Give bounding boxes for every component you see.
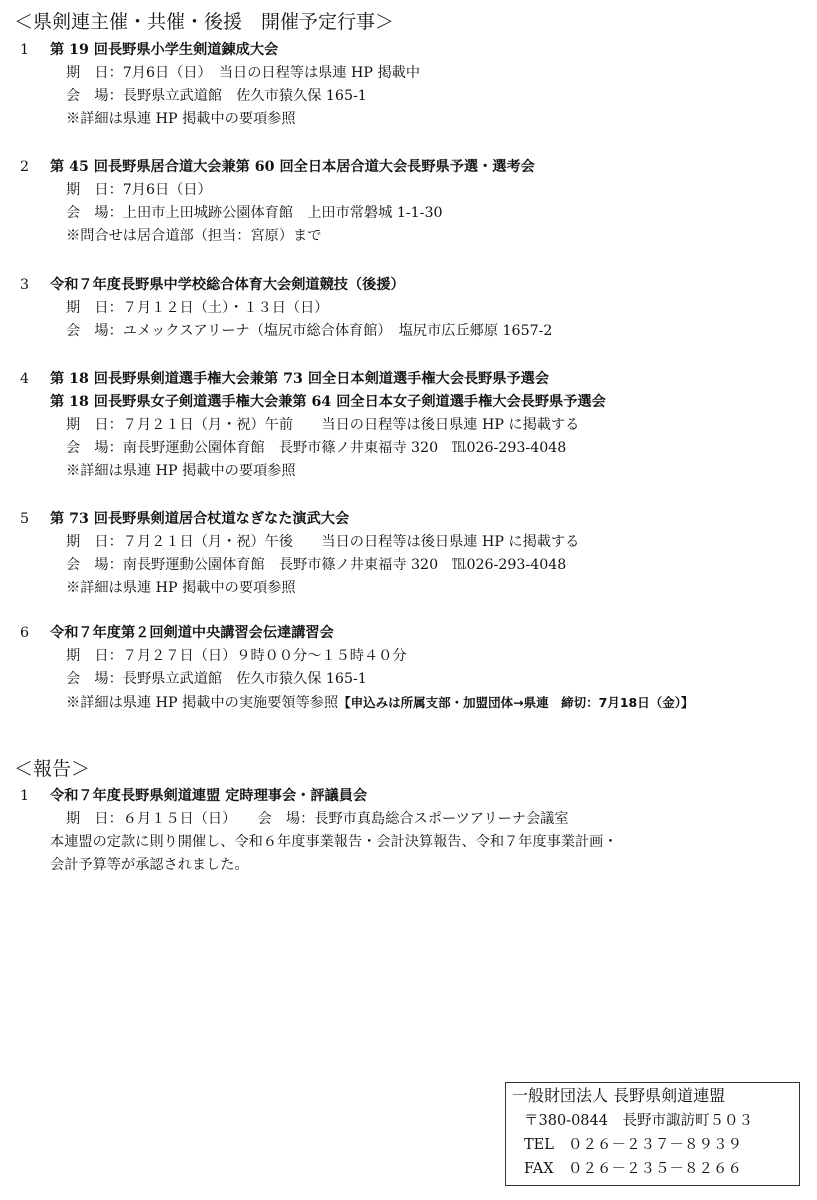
event-item <box>0 622 817 714</box>
event-note <box>66 691 693 715</box>
event-venue: 会 場：長野県立武道館 佐久市猿久保 165-1 <box>66 671 367 687</box>
event-venue: 会 場：長野県立武道館 佐久市猿久保 165-1 <box>66 88 367 104</box>
event-number: 3 <box>20 277 30 293</box>
contact-org: 一般財団法人 長野県剣道連盟 <box>512 1086 726 1105</box>
event-title-line <box>0 39 817 62</box>
event-item <box>0 274 817 343</box>
event-number: 1 <box>20 42 30 58</box>
contact-tel: ０２６－２３７－８９３９ <box>568 1137 742 1153</box>
event-note <box>66 460 296 483</box>
report-body-line <box>0 831 817 854</box>
report-title: 令和７年度長野県剣道連盟 定時理事会・評議員会 <box>50 788 368 804</box>
event-note-text: ※詳細は県連 HP 掲載中の要項参照 <box>66 111 296 127</box>
event-note-line <box>0 108 817 131</box>
event-date: 期 日：7月6日（日） 当日の日程等は県連 HP 掲載中 <box>66 65 421 81</box>
event-venue-line <box>0 202 817 225</box>
event-date-line <box>0 179 817 202</box>
event-title: 第 73 回長野県剣道居合杖道なぎなた演武大会 <box>50 511 350 527</box>
contact-box <box>505 1082 800 1186</box>
event-note-text: ※問合せは居合道部（担当：宮原）まで <box>66 228 322 244</box>
report-body-text: 本連盟の定款に則り開催し、令和６年度事業報告・会計決算報告、令和７年度事業計画・ <box>50 834 618 850</box>
report-item <box>0 785 817 877</box>
report-date-venue: 期 日：６月１５日（日） 会 場：長野市真島総合スポーツアリーナ会議室 <box>66 811 569 827</box>
event-title-line <box>0 391 817 414</box>
event-date: 期 日：７月２７日（日）９時００分～１５時４０分 <box>66 648 407 664</box>
event-title-second: 第 18 回長野県女子剣道選手権大会兼第 64 回全日本女子剣道選手権大会長野県予選会 <box>50 394 606 410</box>
event-note <box>66 577 296 600</box>
event-venue-line <box>0 668 817 691</box>
event-item <box>0 39 817 131</box>
event-number: 2 <box>20 159 30 175</box>
event-title: 第 45 回長野県居合道大会兼第 60 回全日本居合道大会長野県予選・選考会 <box>50 159 535 175</box>
report-title-line <box>0 785 817 808</box>
event-venue: 会 場：上田市上田城跡公園体育館 上田市常磐城 1-1-30 <box>66 205 443 221</box>
event-date: 期 日：７月２１日（月・祝）午後 当日の日程等は後日県連 HP に掲載する <box>66 534 580 550</box>
event-number: 6 <box>20 625 30 641</box>
event-title: 第 19 回長野県小学生剣道錬成大会 <box>50 42 279 58</box>
event-venue-line <box>0 554 817 577</box>
event-number: 5 <box>20 511 30 527</box>
contact-fax: ０２６－２３５－８２６６ <box>568 1161 742 1177</box>
event-date: 期 日：7月6日（日） <box>66 182 212 198</box>
event-venue-line <box>0 85 817 108</box>
event-venue: 会 場：南長野運動公園体育館 長野市篠ノ井東福寺 320 ℡026-293-4048 <box>66 440 567 456</box>
event-note-line <box>0 691 817 714</box>
event-note-line <box>0 225 817 248</box>
contact-address: 〒380-0844 長野市諏訪町５０３ <box>524 1113 753 1129</box>
event-date-line <box>0 645 817 668</box>
event-venue: 会 場：南長野運動公園体育館 長野市篠ノ井東福寺 320 ℡026-293-4048 <box>66 557 567 573</box>
event-title-line <box>0 622 817 645</box>
report-body-line <box>0 854 817 877</box>
event-title-line <box>0 274 817 297</box>
contact-fax-label: FAX <box>524 1161 554 1177</box>
event-note-text: ※詳細は県連 HP 掲載中の要項参照 <box>66 463 296 479</box>
event-title: 第 18 回長野県剣道選手権大会兼第 73 回全日本剣道選手権大会長野県予選会 <box>50 371 550 387</box>
event-date-line <box>0 297 817 320</box>
event-note-text: ※詳細は県連 HP 掲載中の要項参照 <box>66 580 296 596</box>
event-venue: 会 場：ユメックスアリーナ（塩尻市総合体育館） 塩尻市広丘郷原 1657-2 <box>66 323 553 339</box>
contact-tel-label: TEL <box>524 1137 554 1153</box>
event-item <box>0 368 817 483</box>
event-title: 令和７年度第２回剣道中央講習会伝達講習会 <box>50 625 334 641</box>
event-note <box>66 108 296 131</box>
event-date-line <box>0 531 817 554</box>
event-note <box>66 225 321 248</box>
event-note-line <box>0 577 817 600</box>
event-note-application-info: 【申込みは所属支部・加盟団体→県連 締切：7月18日（金）】 <box>338 695 694 710</box>
event-item <box>0 156 817 248</box>
event-title-line <box>0 156 817 179</box>
event-date-line <box>0 414 817 437</box>
report-number: 1 <box>20 788 30 804</box>
event-venue-line <box>0 437 817 460</box>
event-title-line <box>0 368 817 391</box>
event-item <box>0 508 817 600</box>
events-heading: ＜県剣連主催・共催・後援 開催予定行事＞ <box>14 11 395 33</box>
report-date-line <box>0 808 817 831</box>
event-note-text: ※詳細は県連 HP 掲載中の実施要領等参照 <box>66 695 339 711</box>
event-title-line <box>0 508 817 531</box>
event-title: 令和７年度長野県中学校総合体育大会剣道競技（後援） <box>50 277 405 293</box>
event-date: 期 日：７月１２日（土）・１３日（日） <box>66 300 329 316</box>
report-heading: ＜報告＞ <box>14 758 91 780</box>
event-date: 期 日：７月２１日（月・祝）午前 当日の日程等は後日県連 HP に掲載する <box>66 417 580 433</box>
event-date-line <box>0 62 817 85</box>
event-number: 4 <box>20 371 30 387</box>
event-venue-line <box>0 320 817 343</box>
report-body-text: 会計予算等が承認されました。 <box>50 857 249 873</box>
event-note-line <box>0 460 817 483</box>
